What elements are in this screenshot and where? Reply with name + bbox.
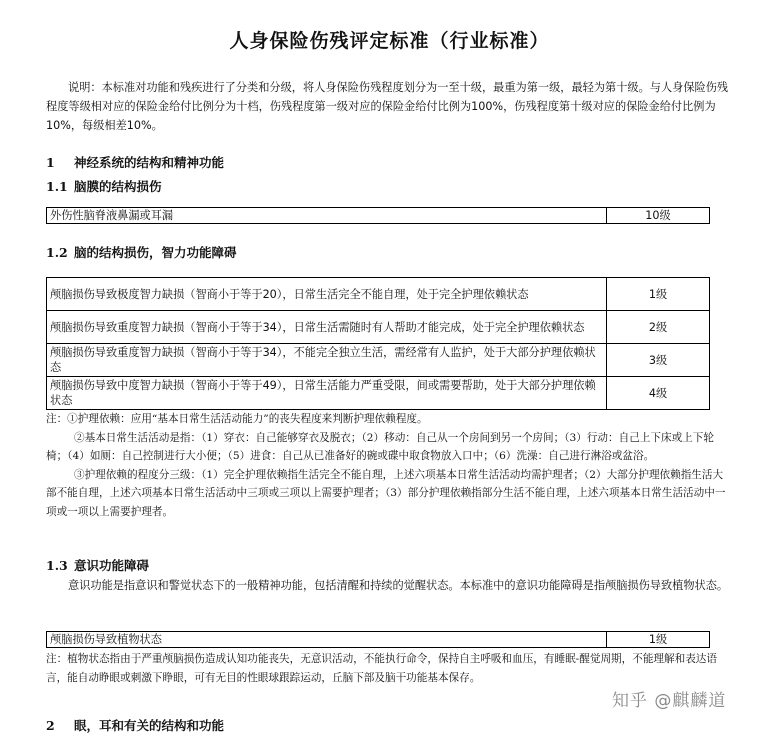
intro-paragraph: 说明：本标准对功能和残疾进行了分类和分级，将人身保险伤残程度划分为一至十级，最重为第一级，最轻为第十级。与人身保险伤残程度等级相对应的保险金给付比例分为十档，伤残程度第一级对应的保险金给付比例为100%，伤残程度第十级对应的保险金给付比例为10%，每级相差10%。 (46, 81, 729, 132)
section-number: 1 (46, 155, 55, 170)
disability-description: 颅脑损伤导致中度智力缺损（智商小于等于49），日常生活能力严重受限，间或需要帮助，处于大部分护理依赖状态 (47, 377, 607, 410)
note-block-1-2 (46, 410, 732, 521)
note-line: ③护理依赖的程度分三级：（1）完全护理依赖指生活完全不能自理，上述六项基本日常生活活动均需护理者；（2）大部分护理依赖指生活大部不能自理，上述六项基本日常生活活动中三项或三项以上需要护理者；（3）部分护理依赖指部分生活不能自理，上述六项基本日常生活活动中一项或一项以上需要护理者。 (46, 468, 726, 518)
section-number: 1.2 (46, 245, 68, 260)
section-title: 神经系统的结构和精神功能 (74, 155, 225, 170)
note-block-1-3: 注：植物状态指由于严重颅脑损伤造成认知功能丧失，无意识活动，不能执行命令，保持自主呼吸和血压，有睡眠-醒觉周期，不能理解和表达语言，能自动睁眼或刺激下睁眼，可有无目的性眼球跟踪运动，丘脑下部及脑干功能基本保存。 (46, 653, 717, 684)
section-title: 眼，耳和有关的结构和功能 (74, 718, 225, 733)
page-title: 人身保险伤残评定标准（行业标准） (229, 30, 550, 52)
note-line: 注：①护理依赖：应用“基本日常生活活动能力”的丧失程度来判断护理依赖程度。 (46, 413, 428, 425)
table-row (47, 344, 710, 377)
disability-grade: 3级 (607, 344, 710, 377)
disability-description: 颅脑损伤导致极度智力缺损（智商小于等于20），日常生活完全不能自理，处于完全护理依赖状态 (47, 278, 607, 311)
section-number: 1.1 (46, 179, 68, 194)
section-1-2-heading (46, 243, 237, 261)
section-1-heading (46, 153, 224, 171)
section-title: 意识功能障碍 (74, 558, 150, 573)
section-number: 1.3 (46, 558, 68, 573)
disability-grade: 1级 (607, 632, 710, 648)
section-2-heading (46, 716, 224, 734)
section-title: 脑膜的结构损伤 (74, 179, 162, 194)
section-number: 2 (46, 718, 55, 733)
table-1-1 (46, 207, 710, 224)
disability-description: 颅脑损伤导致重度智力缺损（智商小于等于34），日常生活需随时有人帮助才能完成，处于完全护理依赖状态 (47, 311, 607, 344)
note-line: ②基本日常生活活动是指：（1）穿衣：自己能够穿衣及脱衣；（2）移动：自己从一个房间到另一个房间；（3）行动：自己上下床或上下轮椅；（4）如厕：自己控制进行大小便；（5）进食：自己从已准备好的碗或碟中取食物放入口中；（6）洗澡：自己进行淋浴或盆浴。 (46, 431, 714, 462)
watermark: 知乎 @麒麟道 (612, 691, 727, 711)
table-1-2 (46, 277, 710, 410)
table-row (47, 311, 710, 344)
table-row (47, 377, 710, 410)
table-row (47, 632, 710, 648)
disability-description: 颅脑损伤导致植物状态 (47, 632, 607, 648)
disability-description: 颅脑损伤导致重度智力缺损（智商小于等于34），不能完全独立生活，需经常有人监护，处于大部分护理依赖状态 (47, 344, 607, 377)
table-row (47, 278, 710, 311)
disability-grade: 10级 (607, 208, 710, 224)
table-1-3 (46, 631, 710, 648)
table-row (47, 208, 710, 224)
section-1-3-heading (46, 556, 149, 574)
section-1-3-paragraph: 意识功能是指意识和警觉状态下的一般精神功能，包括清醒和持续的觉醒状态。本标准中的意识功能障碍是指颅脑损伤导致植物状态。 (68, 579, 729, 592)
section-title: 脑的结构损伤，智力功能障碍 (74, 245, 237, 260)
section-1-1-heading (46, 177, 162, 195)
disability-grade: 2级 (607, 311, 710, 344)
disability-grade: 4级 (607, 377, 710, 410)
disability-description: 外伤性脑脊液鼻漏或耳漏 (47, 208, 607, 224)
disability-grade: 1级 (607, 278, 710, 311)
